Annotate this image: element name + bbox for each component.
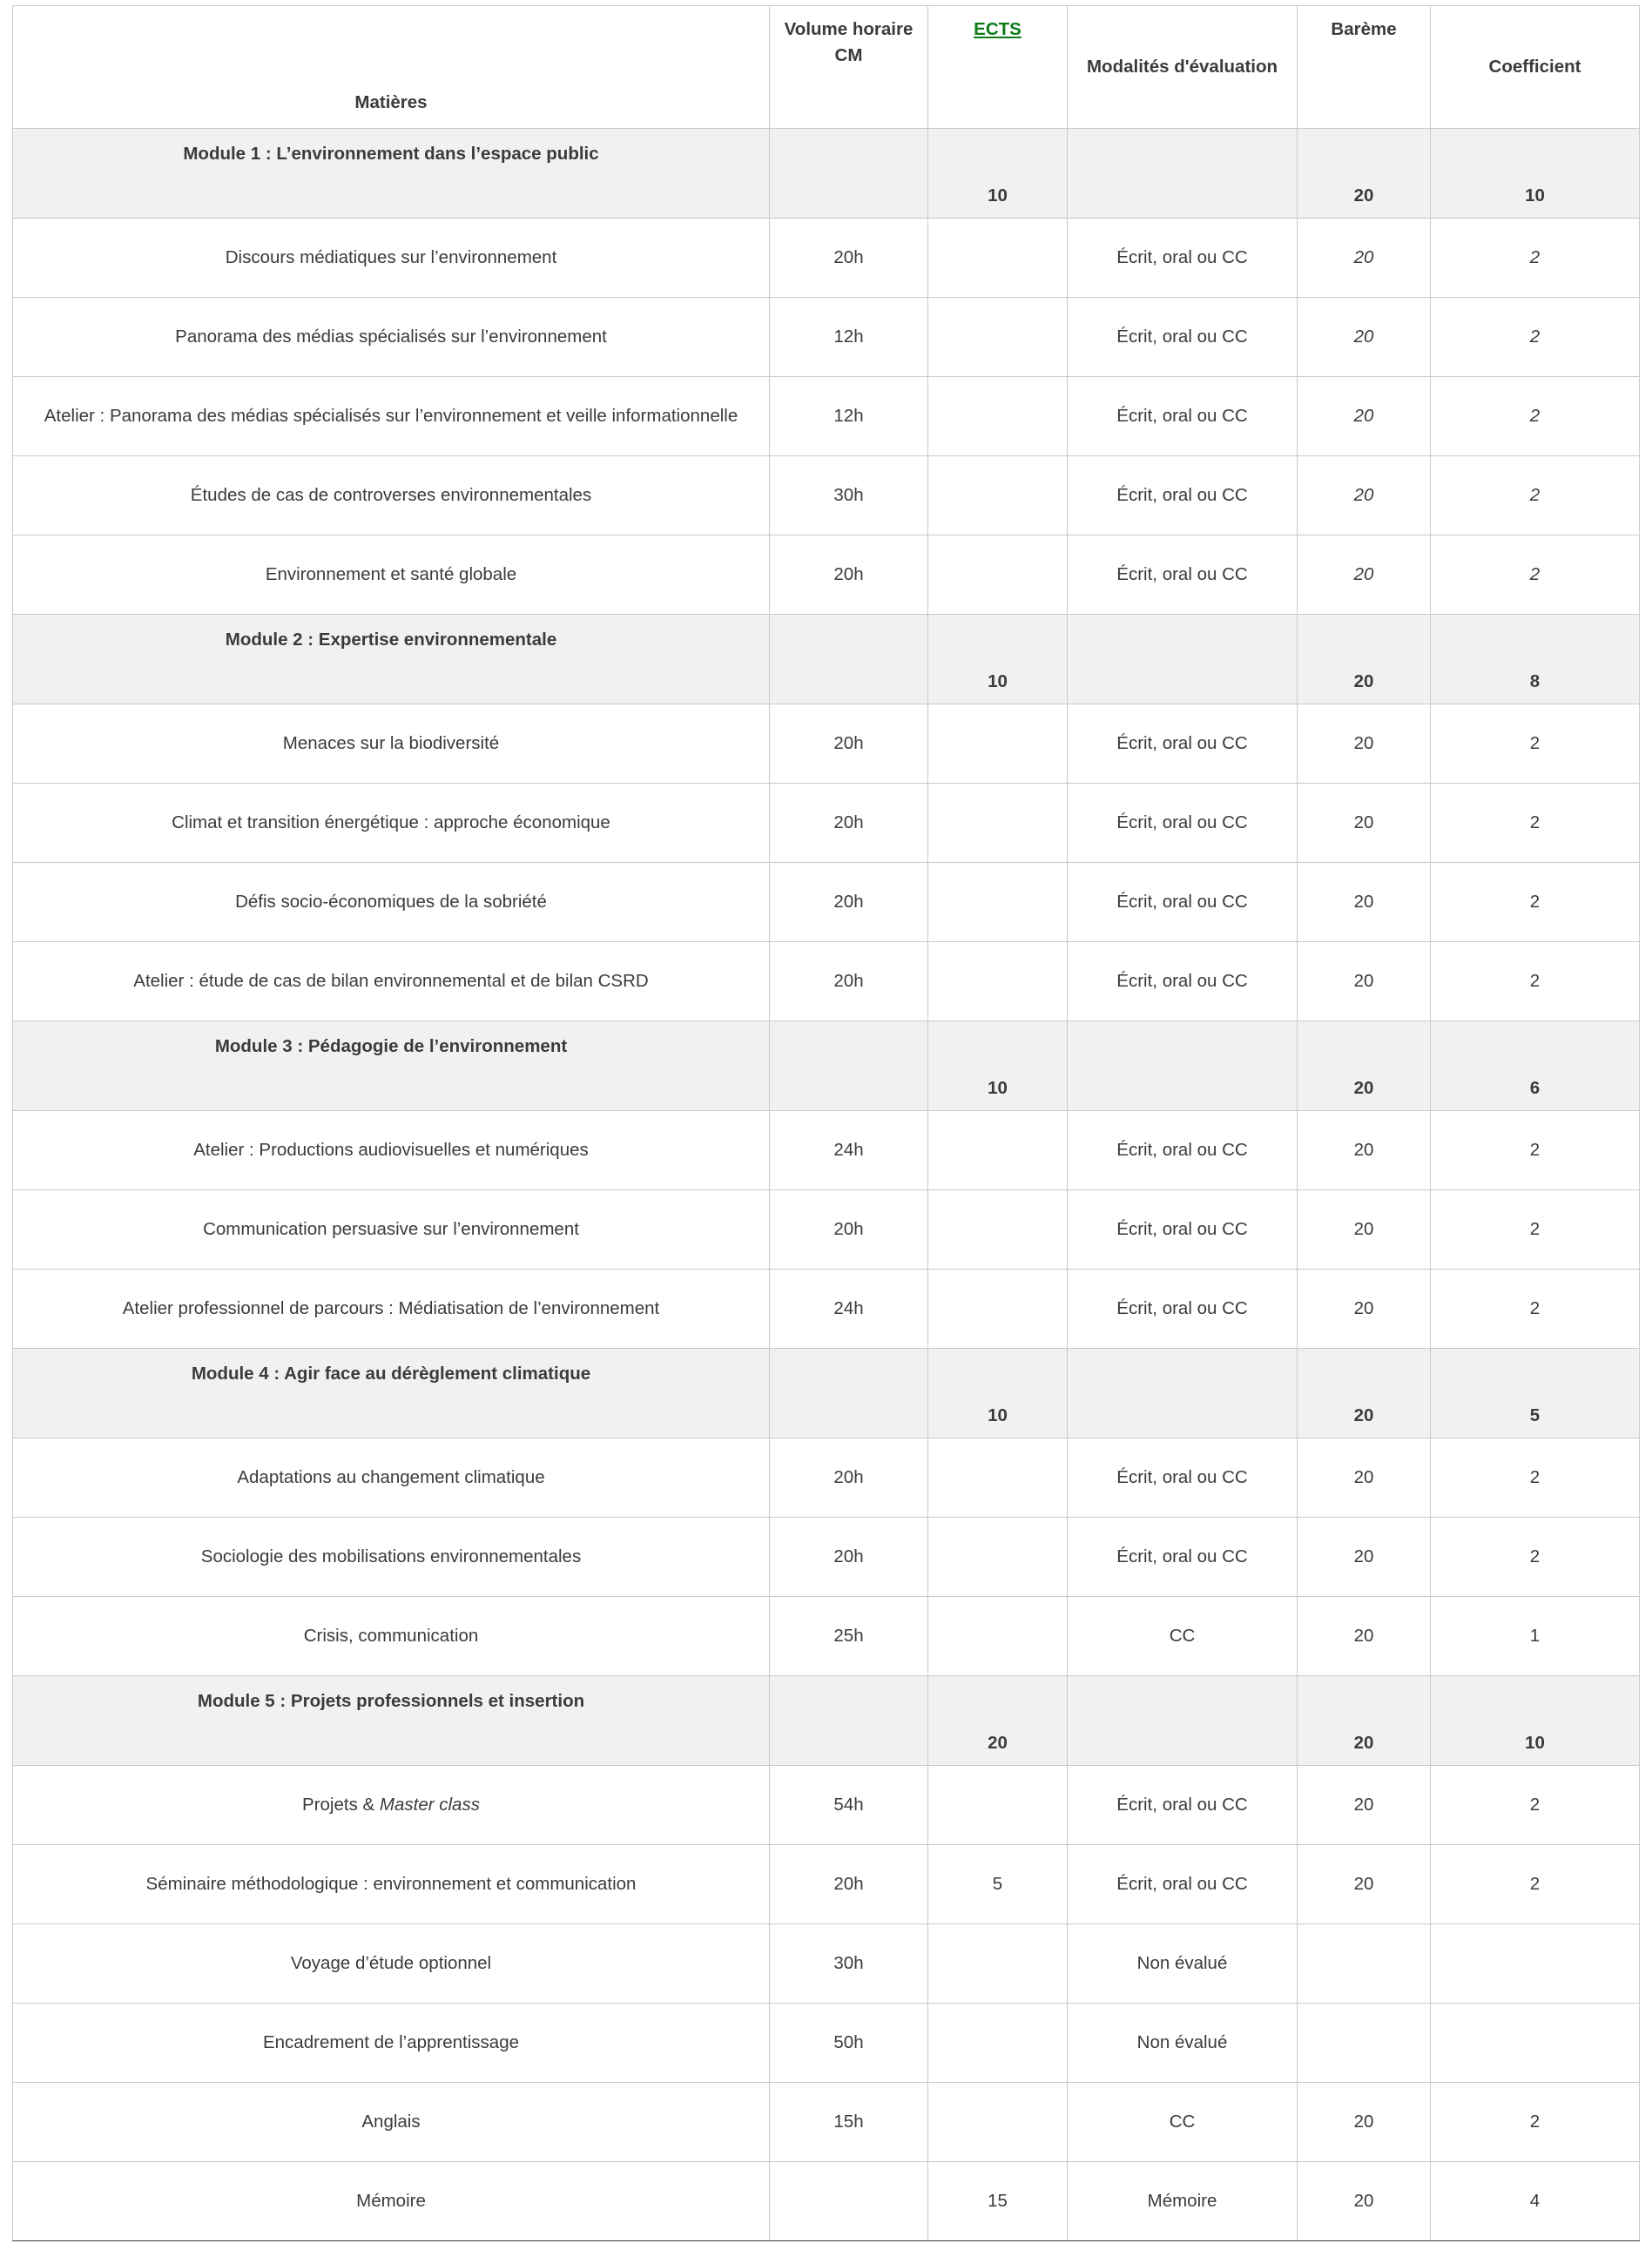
cell-volume-horaire: 20h xyxy=(770,1518,928,1597)
cell-bareme: 20 xyxy=(1298,2162,1431,2241)
header-bareme: Barème xyxy=(1298,6,1431,129)
cell-coefficient: 2 xyxy=(1431,298,1640,377)
cell-volume-horaire: 20h xyxy=(770,1845,928,1924)
cell-volume-horaire xyxy=(770,1021,928,1111)
cell-coefficient: 2 xyxy=(1431,1845,1640,1924)
cell-volume-horaire: 20h xyxy=(770,704,928,784)
cell-coefficient: 2 xyxy=(1431,784,1640,863)
cell-ects xyxy=(928,1111,1068,1190)
table-row xyxy=(13,1438,1640,1518)
cell-modalites xyxy=(1068,1021,1298,1111)
table-row xyxy=(13,2162,1640,2241)
cell-coefficient: 8 xyxy=(1431,615,1640,704)
table-row xyxy=(13,1518,1640,1597)
cell-bareme: 20 xyxy=(1298,456,1431,536)
header-ects xyxy=(928,6,1068,129)
cell-modalites: Écrit, oral ou CC xyxy=(1068,1518,1298,1597)
table-row xyxy=(13,784,1640,863)
header-volume-horaire xyxy=(770,6,928,129)
table-row xyxy=(13,1111,1640,1190)
cell-coefficient: 2 xyxy=(1431,1190,1640,1270)
cell-volume-horaire xyxy=(770,1349,928,1438)
cell-modalites: Écrit, oral ou CC xyxy=(1068,863,1298,942)
cell-bareme: 20 xyxy=(1298,1597,1431,1676)
cell-matiere: Module 2 : Expertise environnementale xyxy=(13,615,770,704)
cell-matiere: Communication persuasive sur l’environnement xyxy=(13,1190,770,1270)
cell-volume-horaire: 20h xyxy=(770,863,928,942)
cell-modalites xyxy=(1068,1676,1298,1766)
cell-bareme: 20 xyxy=(1298,704,1431,784)
table-row xyxy=(13,219,1640,298)
cell-coefficient: 2 xyxy=(1431,1111,1640,1190)
cell-bareme: 20 xyxy=(1298,1190,1431,1270)
cell-coefficient: 2 xyxy=(1431,942,1640,1021)
cell-modalites: Écrit, oral ou CC xyxy=(1068,1766,1298,1845)
cell-matiere: Module 3 : Pédagogie de l’environnement xyxy=(13,1021,770,1111)
cell-coefficient: 2 xyxy=(1431,456,1640,536)
cell-volume-horaire: 20h xyxy=(770,942,928,1021)
cell-ects xyxy=(928,536,1068,615)
cell-ects xyxy=(928,456,1068,536)
cell-modalites: Écrit, oral ou CC xyxy=(1068,784,1298,863)
cell-volume-horaire: 20h xyxy=(770,1438,928,1518)
cell-volume-horaire: 20h xyxy=(770,536,928,615)
cell-coefficient: 2 xyxy=(1431,219,1640,298)
cell-bareme: 20 xyxy=(1298,1349,1431,1438)
cell-coefficient: 2 xyxy=(1431,377,1640,456)
cell-ects: 5 xyxy=(928,1845,1068,1924)
table-row xyxy=(13,536,1640,615)
curriculum-table xyxy=(12,5,1640,2241)
cell-matiere: Sociologie des mobilisations environnementales xyxy=(13,1518,770,1597)
cell-volume-horaire: 12h xyxy=(770,377,928,456)
cell-coefficient: 2 xyxy=(1431,863,1640,942)
cell-modalites: Écrit, oral ou CC xyxy=(1068,942,1298,1021)
cell-bareme: 20 xyxy=(1298,1021,1431,1111)
cell-modalites: Non évalué xyxy=(1068,2004,1298,2083)
cell-matiere: Module 1 : L’environnement dans l’espace public xyxy=(13,129,770,219)
table-row xyxy=(13,456,1640,536)
cell-volume-horaire: 20h xyxy=(770,219,928,298)
cell-coefficient: 2 xyxy=(1431,1766,1640,1845)
table-row xyxy=(13,298,1640,377)
cell-bareme: 20 xyxy=(1298,615,1431,704)
cell-ects: 20 xyxy=(928,1676,1068,1766)
cell-ects xyxy=(928,1766,1068,1845)
header-coefficient: Coefficient xyxy=(1431,6,1640,129)
cell-ects: 10 xyxy=(928,129,1068,219)
cell-ects xyxy=(928,298,1068,377)
cell-ects xyxy=(928,704,1068,784)
cell-matiere: Menaces sur la biodiversité xyxy=(13,704,770,784)
module-row xyxy=(13,1021,1640,1111)
table-row xyxy=(13,1597,1640,1676)
cell-volume-horaire xyxy=(770,615,928,704)
cell-matiere-emphasis: Master class xyxy=(379,1795,480,1815)
cell-bareme: 20 xyxy=(1298,298,1431,377)
header-volume-line2: CM xyxy=(834,44,863,65)
cell-matiere: Climat et transition énergétique : approche économique xyxy=(13,784,770,863)
table-row xyxy=(13,1845,1640,1924)
cell-coefficient xyxy=(1431,2004,1640,2083)
cell-volume-horaire: 50h xyxy=(770,2004,928,2083)
cell-bareme: 20 xyxy=(1298,2083,1431,2162)
header-volume-line1: Volume horaire xyxy=(784,19,914,39)
cell-coefficient: 2 xyxy=(1431,1518,1640,1597)
cell-modalites: Écrit, oral ou CC xyxy=(1068,1190,1298,1270)
cell-modalites: Écrit, oral ou CC xyxy=(1068,1845,1298,1924)
table-row xyxy=(13,942,1640,1021)
cell-bareme: 20 xyxy=(1298,1676,1431,1766)
cell-volume-horaire: 15h xyxy=(770,2083,928,2162)
cell-matiere: Module 5 : Projets professionnels et insertion xyxy=(13,1676,770,1766)
cell-volume-horaire: 24h xyxy=(770,1270,928,1349)
cell-ects: 10 xyxy=(928,1349,1068,1438)
cell-matiere: Encadrement de l’apprentissage xyxy=(13,2004,770,2083)
cell-ects xyxy=(928,2083,1068,2162)
cell-bareme: 20 xyxy=(1298,1438,1431,1518)
cell-matiere: Atelier : Panorama des médias spécialisés sur l’environnement et veille informationnelle xyxy=(13,377,770,456)
cell-ects xyxy=(928,942,1068,1021)
cell-coefficient: 2 xyxy=(1431,536,1640,615)
table-row xyxy=(13,704,1640,784)
table-row xyxy=(13,1766,1640,1845)
header-matiere: Matières xyxy=(13,6,770,129)
cell-volume-horaire xyxy=(770,2162,928,2241)
cell-matiere: Séminaire méthodologique : environnement et communication xyxy=(13,1845,770,1924)
cell-matiere: Module 4 : Agir face au dérèglement climatique xyxy=(13,1349,770,1438)
cell-matiere: Anglais xyxy=(13,2083,770,2162)
cell-modalites: Écrit, oral ou CC xyxy=(1068,456,1298,536)
cell-modalites xyxy=(1068,129,1298,219)
cell-matiere: Voyage d’étude optionnel xyxy=(13,1924,770,2004)
cell-ects: 10 xyxy=(928,615,1068,704)
table-row xyxy=(13,2004,1640,2083)
cell-bareme: 20 xyxy=(1298,784,1431,863)
table-row xyxy=(13,1924,1640,2004)
cell-bareme xyxy=(1298,1924,1431,2004)
cell-ects xyxy=(928,219,1068,298)
cell-modalites: Écrit, oral ou CC xyxy=(1068,704,1298,784)
cell-ects xyxy=(928,1597,1068,1676)
cell-matiere: Mémoire xyxy=(13,2162,770,2241)
table-row xyxy=(13,377,1640,456)
cell-modalites: Écrit, oral ou CC xyxy=(1068,1111,1298,1190)
cell-modalites: Écrit, oral ou CC xyxy=(1068,536,1298,615)
cell-modalites xyxy=(1068,615,1298,704)
cell-ects: 10 xyxy=(928,1021,1068,1111)
cell-volume-horaire: 30h xyxy=(770,456,928,536)
cell-volume-horaire: 20h xyxy=(770,784,928,863)
table-header-row xyxy=(13,6,1640,129)
cell-matiere: Études de cas de controverses environnementales xyxy=(13,456,770,536)
cell-coefficient: 1 xyxy=(1431,1597,1640,1676)
module-row xyxy=(13,615,1640,704)
cell-coefficient xyxy=(1431,1924,1640,2004)
cell-bareme: 20 xyxy=(1298,942,1431,1021)
cell-ects xyxy=(928,863,1068,942)
cell-matiere: Adaptations au changement climatique xyxy=(13,1438,770,1518)
cell-volume-horaire: 24h xyxy=(770,1111,928,1190)
cell-matiere-prefix: Projets & xyxy=(302,1795,380,1815)
cell-coefficient: 2 xyxy=(1431,2083,1640,2162)
cell-coefficient: 10 xyxy=(1431,129,1640,219)
module-row xyxy=(13,1676,1640,1766)
cell-ects: 15 xyxy=(928,2162,1068,2241)
cell-ects xyxy=(928,1190,1068,1270)
cell-matiere: Atelier : Productions audiovisuelles et numériques xyxy=(13,1111,770,1190)
table-row xyxy=(13,1270,1640,1349)
cell-ects xyxy=(928,377,1068,456)
cell-matiere: Environnement et santé globale xyxy=(13,536,770,615)
cell-bareme: 20 xyxy=(1298,1270,1431,1349)
cell-modalites: CC xyxy=(1068,1597,1298,1676)
cell-ects xyxy=(928,1924,1068,2004)
cell-matiere: Discours médiatiques sur l’environnement xyxy=(13,219,770,298)
cell-matiere: Crisis, communication xyxy=(13,1597,770,1676)
table-row xyxy=(13,863,1640,942)
cell-coefficient: 2 xyxy=(1431,704,1640,784)
cell-modalites xyxy=(1068,1349,1298,1438)
cell-bareme: 20 xyxy=(1298,219,1431,298)
cell-matiere: Panorama des médias spécialisés sur l’environnement xyxy=(13,298,770,377)
cell-coefficient: 2 xyxy=(1431,1270,1640,1349)
cell-volume-horaire: 12h xyxy=(770,298,928,377)
cell-ects xyxy=(928,1438,1068,1518)
cell-coefficient: 10 xyxy=(1431,1676,1640,1766)
header-modalites: Modalités d'évaluation xyxy=(1068,6,1298,129)
module-row xyxy=(13,1349,1640,1438)
cell-modalites: Écrit, oral ou CC xyxy=(1068,1270,1298,1349)
cell-modalites: CC xyxy=(1068,2083,1298,2162)
cell-volume-horaire: 20h xyxy=(770,1190,928,1270)
cell-matiere: Défis socio-économiques de la sobriété xyxy=(13,863,770,942)
cell-modalites: Mémoire xyxy=(1068,2162,1298,2241)
table-row xyxy=(13,1190,1640,1270)
cell-bareme: 20 xyxy=(1298,129,1431,219)
cell-ects xyxy=(928,1518,1068,1597)
cell-bareme: 20 xyxy=(1298,1111,1431,1190)
cell-modalites: Écrit, oral ou CC xyxy=(1068,1438,1298,1518)
cell-modalites: Écrit, oral ou CC xyxy=(1068,298,1298,377)
cell-bareme: 20 xyxy=(1298,536,1431,615)
cell-coefficient: 4 xyxy=(1431,2162,1640,2241)
cell-volume-horaire xyxy=(770,1676,928,1766)
cell-ects xyxy=(928,1270,1068,1349)
cell-volume-horaire: 25h xyxy=(770,1597,928,1676)
cell-volume-horaire: 54h xyxy=(770,1766,928,1845)
cell-bareme: 20 xyxy=(1298,1518,1431,1597)
cell-coefficient: 6 xyxy=(1431,1021,1640,1111)
cell-modalites: Écrit, oral ou CC xyxy=(1068,219,1298,298)
cell-matiere xyxy=(13,1766,770,1845)
cell-bareme: 20 xyxy=(1298,377,1431,456)
header-ects-label: ECTS xyxy=(974,19,1022,39)
cell-volume-horaire xyxy=(770,129,928,219)
cell-coefficient: 5 xyxy=(1431,1349,1640,1438)
cell-bareme: 20 xyxy=(1298,1845,1431,1924)
cell-ects xyxy=(928,2004,1068,2083)
cell-coefficient: 2 xyxy=(1431,1438,1640,1518)
cell-bareme: 20 xyxy=(1298,1766,1431,1845)
cell-bareme xyxy=(1298,2004,1431,2083)
cell-matiere: Atelier professionnel de parcours : Médiatisation de l’environnement xyxy=(13,1270,770,1349)
cell-ects xyxy=(928,784,1068,863)
cell-bareme: 20 xyxy=(1298,863,1431,942)
cell-matiere: Atelier : étude de cas de bilan environnemental et de bilan CSRD xyxy=(13,942,770,1021)
cell-modalites: Écrit, oral ou CC xyxy=(1068,377,1298,456)
module-row xyxy=(13,129,1640,219)
cell-modalites: Non évalué xyxy=(1068,1924,1298,2004)
table-row xyxy=(13,2083,1640,2162)
cell-volume-horaire: 30h xyxy=(770,1924,928,2004)
